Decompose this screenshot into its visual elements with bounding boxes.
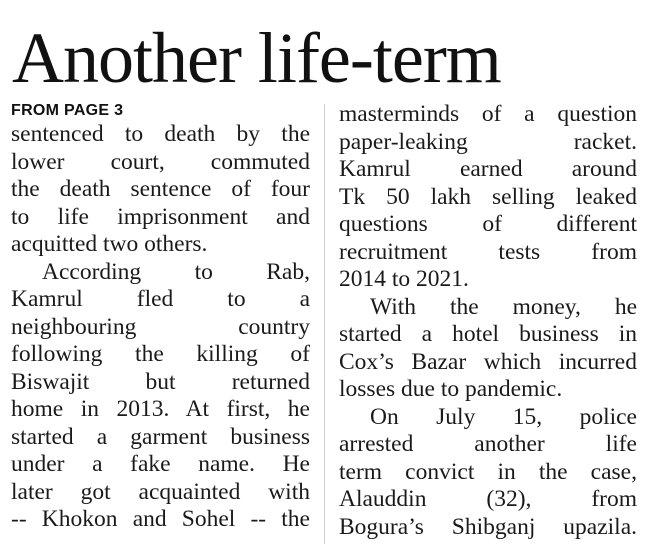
text-line: masterminds of a question: [339, 101, 637, 127]
text-line: later got acquainted with: [11, 478, 310, 505]
text-line: Kamrul fled to a: [11, 286, 310, 312]
text-line: to life imprisonment and: [11, 203, 310, 230]
text-line: home in 2013. At first, he: [11, 396, 310, 422]
text-line: With the money, he: [370, 293, 637, 320]
text-line: Tk 50 lakh selling leaked: [339, 183, 637, 210]
text-line: following the killing of: [11, 341, 310, 367]
text-line: -- Khokon and Sohel -- the: [11, 506, 310, 532]
text-line: losses due to pandemic.: [339, 376, 563, 402]
text-line: recruitment tests from: [339, 238, 637, 265]
right-column-body: [339, 101, 637, 541]
text-line: acquitted two others.: [11, 231, 208, 257]
text-line: started a garment business: [11, 423, 310, 450]
text-line: Cox’s Bazar which incurred: [339, 348, 637, 375]
text-line: Biswajit but returned: [11, 368, 310, 395]
left-column-body: [11, 121, 310, 534]
text-line: paper-leaking racket.: [339, 128, 637, 155]
headline: Another life-term: [12, 18, 501, 98]
text-line: neighbouring country: [11, 313, 310, 340]
text-line: Kamrul earned around: [339, 156, 637, 182]
text-line: arrested another life: [339, 431, 637, 457]
text-line: 2014 to 2021.: [339, 266, 469, 292]
text-line: lower court, commuted: [11, 148, 310, 175]
text-line: On July 15, police: [370, 403, 637, 430]
left-column: [11, 101, 310, 534]
text-line: term convict in the case,: [339, 458, 637, 485]
text-line: Bogura’s Shibganj upazila.: [339, 513, 637, 540]
text-line: questions of different: [339, 211, 637, 237]
text-line: started a hotel business in: [339, 321, 637, 347]
kicker-from-page: FROM PAGE 3: [11, 102, 124, 119]
column-divider: [324, 104, 325, 544]
text-line: the death sentence of four: [11, 176, 310, 202]
text-line: Alauddin (32), from: [339, 486, 637, 512]
text-line: under a fake name. He: [11, 451, 310, 477]
right-column: [339, 101, 637, 541]
text-line: sentenced to death by the: [11, 121, 310, 147]
text-line: According to Rab,: [42, 258, 310, 285]
